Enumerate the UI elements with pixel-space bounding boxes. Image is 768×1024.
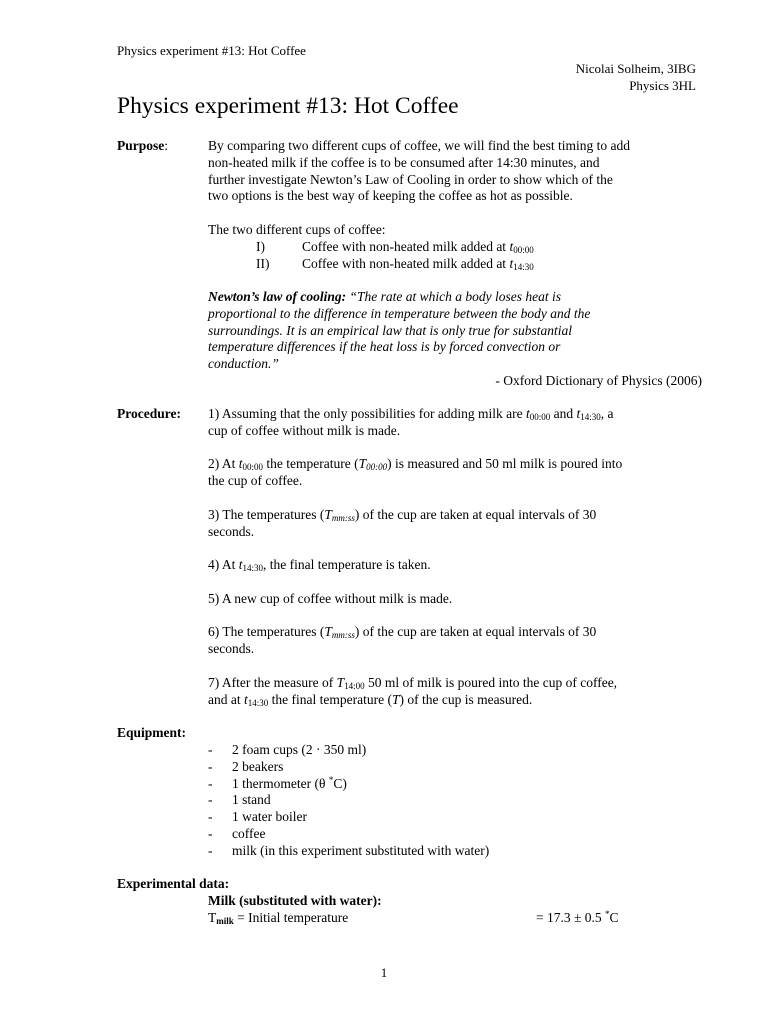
procedure-step-5: 5) A new cup of coffee without milk is made.	[208, 591, 453, 606]
author-course: Physics 3HL	[629, 78, 696, 93]
newton-law-quote: Newton’s law of cooling: “The rate at which a body loses heat is proportional to the difference in temperature between the body and the surroundings. It is an empirical law that is only true for substantial temperature differences if the heat loss is by forced convection or conduction.”	[208, 289, 702, 373]
purpose-label: Purpose:	[117, 138, 169, 153]
milk-label: Milk (substituted with water):	[208, 893, 382, 908]
cups-section	[208, 222, 702, 272]
author-block	[576, 60, 696, 94]
page-number: 1	[380, 965, 388, 980]
purpose-text	[208, 138, 702, 205]
cups-intro: The two different cups of coffee:	[208, 222, 386, 237]
milk-temperature-value: = 17.3 ± 0.5 *C	[536, 909, 619, 925]
purpose-line: By comparing two different cups of coffee, we will find the best timing to add	[208, 138, 631, 153]
author-name: Nicolai Solheim, 3IBG	[575, 61, 696, 76]
equipment-item: - coffee	[208, 825, 266, 841]
cup-number: I)	[256, 238, 265, 254]
purpose-line: two options is the best way of keeping the coffee as hot as possible.	[208, 188, 573, 204]
page-title: Physics experiment #13: Hot Coffee	[117, 93, 459, 119]
quote-line: conduction.”	[208, 356, 279, 372]
quote-line: temperature differences if the heat loss is by forced convection or	[208, 339, 561, 355]
equipment-item: - 1 water boiler	[208, 809, 307, 825]
procedure-step-4: 4) At $t_{14:30}$, the final temperature is taken.	[208, 557, 431, 573]
experimental-data-label: Experimental data:	[117, 876, 230, 891]
purpose-line: non-heated milk if the coffee is to be consumed after 14:30 minutes, and	[208, 154, 600, 170]
quote-line: surroundings. It is an empirical law that is only true for substantial	[208, 322, 573, 338]
procedure-step-1: 1) Assuming that the only possibilities for adding milk are $t_{00:00}$ and $t_{14:30}$, a cup of coffee without milk is made.	[208, 406, 614, 438]
milk-temperature-row	[208, 910, 702, 927]
procedure-step-7: 7) After the measure of $T_{14:00}$ 50 ml of milk is poured into the cup of coffee, and at $t_{14:30}$ the final temperature (T) of the cup is measured.	[208, 675, 618, 708]
procedure-step-6: 6) The temperatures $(T_{mm:ss})$ of the cup are taken at equal intervals of 30 seconds.	[208, 624, 597, 656]
cup-item	[208, 256, 702, 273]
equipment-label: Equipment:	[117, 725, 187, 740]
equipment-item: - 2 beakers	[208, 758, 284, 774]
citation: - Oxford Dictionary of Physics (2006)	[495, 373, 702, 388]
newton-law-label: Newton’s law of cooling:	[208, 289, 347, 304]
cup-number: II)	[256, 255, 270, 271]
equipment-item: - milk (in this experiment substituted with water)	[208, 842, 490, 858]
procedure-step-3: 3) The temperatures $(T_{mm:ss})$ of the cup are taken at equal intervals of 30 seconds.	[208, 507, 597, 539]
cup-text: Coffee with non-heated milk added at $t_{00:00}$	[302, 238, 534, 255]
equipment-list	[208, 742, 702, 860]
procedure-step-2: 2) At $t_{00:00}$ the temperature $(T_{00:00})$ is measured and 50 ml milk is poured into the cup of coffee.	[208, 456, 623, 488]
purpose-line: further investigate Newton’s Law of Cooling in order to show which of the	[208, 171, 613, 187]
cup-text: Coffee with non-heated milk added at $t_{14:30}$	[302, 255, 534, 272]
quote-line: proportional to the difference in temperature between the body and the	[208, 305, 591, 321]
cup-item	[208, 239, 702, 256]
equipment-item: - 2 foam cups (2 · 350 ml)	[208, 742, 367, 757]
procedure-label: Procedure:	[117, 406, 181, 421]
equipment-item: - 1 thermometer (θ *C)	[208, 774, 347, 791]
running-header: Physics experiment #13: Hot Coffee	[117, 43, 306, 58]
equipment-item: - 1 stand	[208, 792, 271, 808]
milk-temperature-desc: $T_{milk}$ = Initial temperature	[208, 910, 349, 926]
